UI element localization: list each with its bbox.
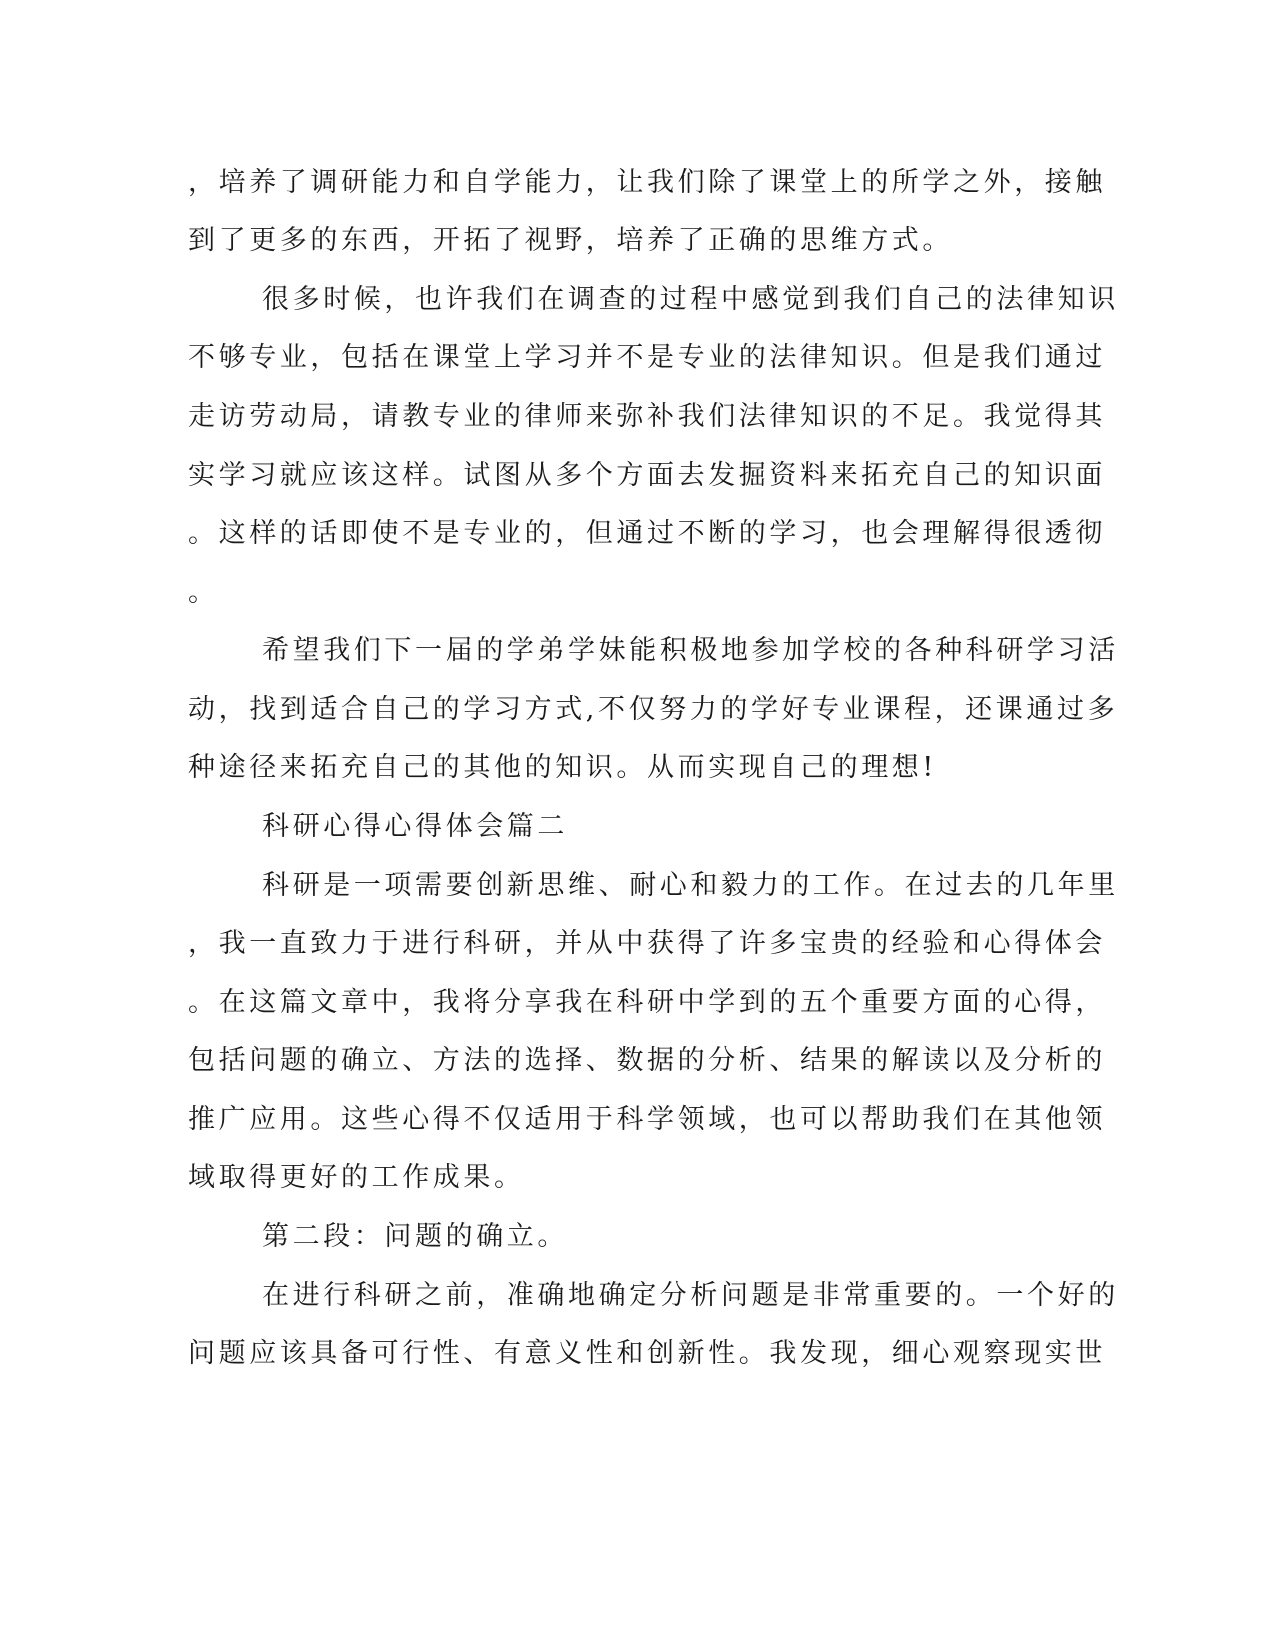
text-line: 到了更多的东西，开拓了视野，培养了正确的思维方式。 [188,225,953,256]
section-heading: 科研心得心得体会篇二 [262,811,568,842]
paragraph-start: 希望我们下一届的学弟学妹能积极地参加学校的各种科研学习活 [262,635,1119,666]
paragraph-start: 在进行科研之前，准确地确定分析问题是非常重要的。一个好的 [262,1280,1119,1311]
text-line: 实学习就应该这样。试图从多个方面去发掘资料来拓充自己的知识面 [188,460,1106,491]
text-line: 种途径来拓充自己的其他的知识。从而实现自己的理想! [188,752,937,783]
text-line: 动，找到适合自己的学习方式,不仅努力的学好专业课程，还课通过多 [188,694,1119,725]
text-line: 包括问题的确立、方法的选择、数据的分析、结果的解读以及分析的 [188,1045,1106,1076]
text-line: 不够专业，包括在课堂上学习并不是专业的法律知识。但是我们通过 [188,342,1106,373]
paragraph-start: 科研是一项需要创新思维、耐心和毅力的工作。在过去的几年里 [262,870,1119,901]
text-line: 问题应该具备可行性、有意义性和创新性。我发现，细心观察现实世 [188,1338,1106,1369]
text-line: 推广应用。这些心得不仅适用于科学领域，也可以帮助我们在其他领 [188,1104,1106,1135]
text-line: 。这样的话即使不是专业的，但通过不断的学习，也会理解得很透彻 [188,518,1106,549]
paragraph-start: 很多时候，也许我们在调查的过程中感觉到我们自己的法律知识 [262,284,1119,315]
section-heading: 第二段：问题的确立。 [262,1221,568,1252]
text-line: 域取得更好的工作成果。 [188,1162,525,1193]
text-line: ，我一直致力于进行科研，并从中获得了许多宝贵的经验和心得体会 [188,928,1106,959]
text-line: ，培养了调研能力和自学能力，让我们除了课堂上的所学之外，接触 [188,167,1106,198]
text-line: 走访劳动局，请教专业的律师来弥补我们法律知识的不足。我觉得其 [188,401,1106,432]
text-line: 。在这篇文章中，我将分享我在科研中学到的五个重要方面的心得， [188,987,1106,1018]
text-line: 。 [188,577,219,608]
